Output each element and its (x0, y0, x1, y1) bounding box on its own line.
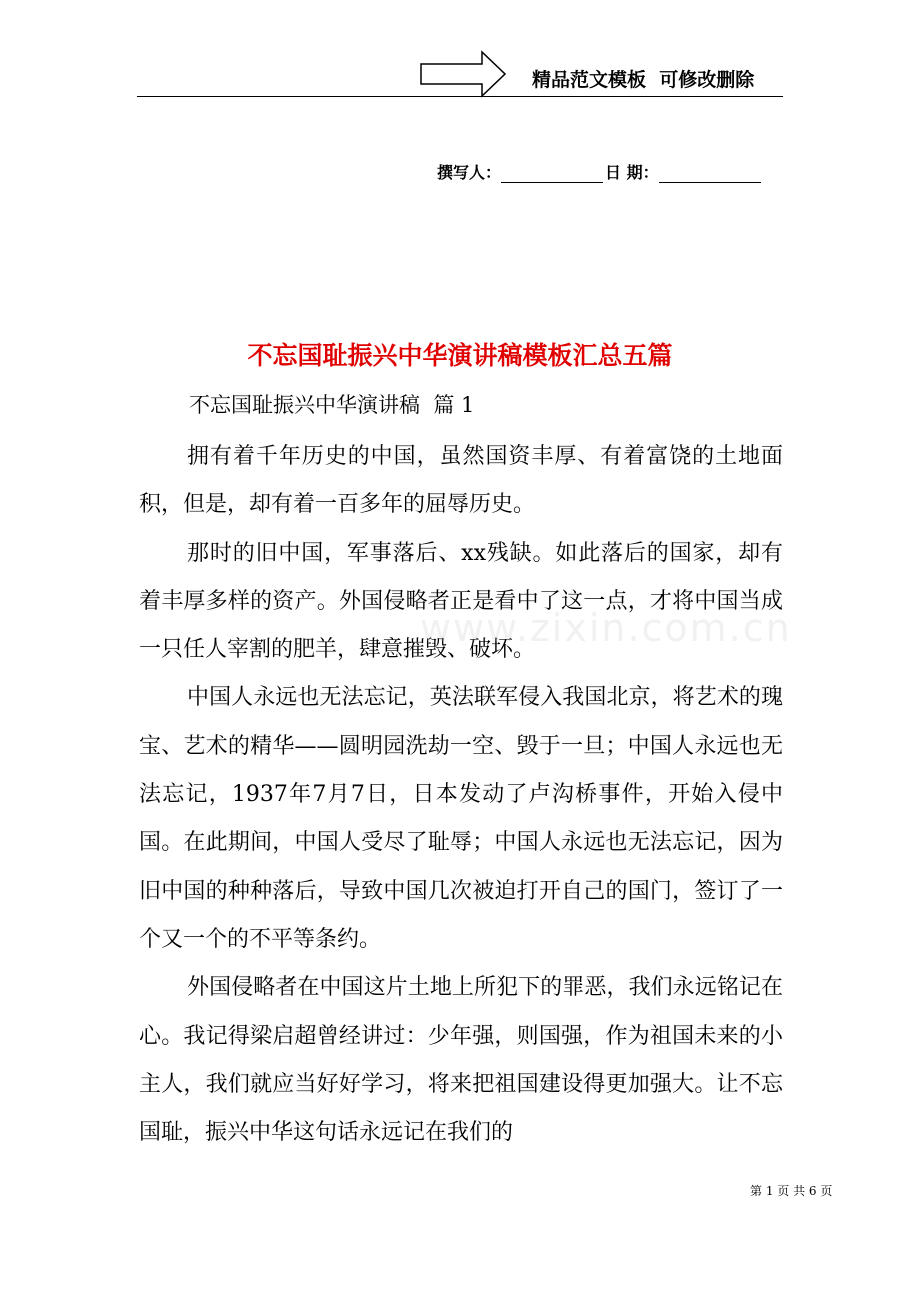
date-label: 日 期： (605, 163, 659, 182)
date-blank-field (659, 162, 761, 183)
document-body (139, 433, 783, 1157)
author-date-line (437, 160, 761, 183)
body-paragraph: 拥有着千年历史的中国，虽然国资丰厚、有着富饶的土地面积，但是，却有着一百多年的屈辱历史。 (139, 444, 783, 518)
watermark: www.zixin.com.cn (420, 606, 792, 650)
page-number: 第 1 页 共 6 页 (750, 1184, 833, 1198)
right-arrow-outline-icon (420, 50, 506, 98)
header-divider (137, 96, 783, 97)
author-label: 撰写人： (437, 163, 502, 182)
body-paragraph: 那时的旧中国，军事落后、xx残缺。如此落后的国家，却有着丰厚多样的资产。外国侵略者正是看中了这一点，才将中国当成一只任人宰割的肥羊，肆意摧毁、破坏。 (139, 540, 783, 663)
body-paragraph: 外国侵略者在中国这片土地上所犯下的罪恶，我们永远铭记在心。我记得梁启超曾经讲过：少年强，则国强，作为祖国未来的小主人，我们就应当好好学习，将来把祖国建设得更加强大。让不忘国耻，振兴中华这句话永远记在我们的 (139, 975, 783, 1146)
author-blank-field (501, 162, 603, 183)
body-paragraph: 中国人永远也无法忘记，英法联军侵入我国北京，将艺术的瑰宝、艺术的精华——圆明园洗劫一空、毁于一旦；中国人永远也无法忘记，1937年7月7日，日本发动了卢沟桥事件，开始入侵中国。在此期间，中国人受尽了耻辱；中国人永远也无法忘记，因为旧中国的种种落后，导致中国几次被迫打开自己的国门，签订了一个又一个的不平等条约。 (139, 685, 783, 952)
header-label: 精品范文模板 可修改删除 (532, 69, 755, 91)
document-title: 不忘国耻振兴中华演讲稿模板汇总五篇 (247, 341, 673, 370)
section-subtitle: 不忘国耻振兴中华演讲稿 篇 1 (189, 393, 475, 417)
